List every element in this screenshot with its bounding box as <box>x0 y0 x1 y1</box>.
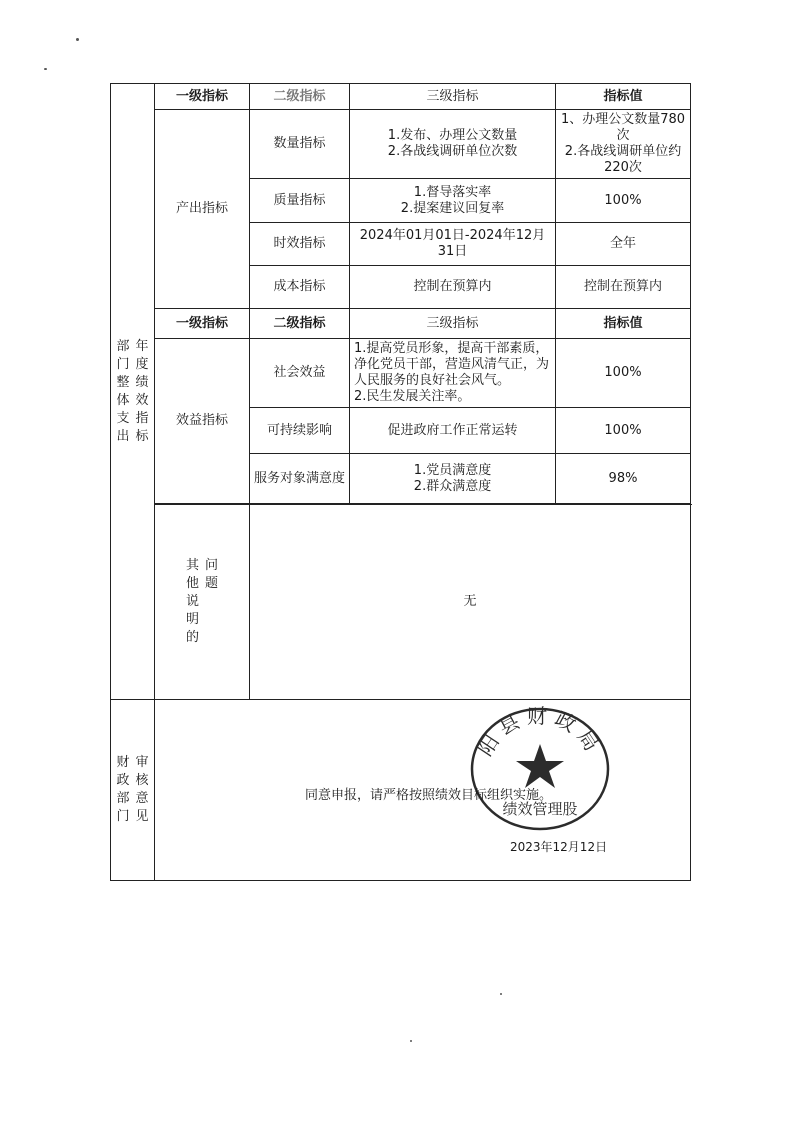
header-row <box>111 309 691 339</box>
value-cell: 100% <box>556 179 691 223</box>
header-value: 指标值 <box>556 84 691 110</box>
audit-inner-label: 审核意见 <box>135 755 149 824</box>
seal-top-text: 阳县财政局 <box>472 704 608 761</box>
benefit-indicator-label: 效益指标 <box>155 339 250 504</box>
level3-cell: 促进政府工作正常运转 <box>350 408 556 454</box>
seal-bottom-text: 绩效管理股 <box>502 800 578 818</box>
header-level1: 一级指标 <box>155 309 250 339</box>
scan-speck <box>44 68 47 70</box>
other-inner-label: 问题 <box>205 558 219 591</box>
table-row <box>111 339 691 408</box>
header-value: 指标值 <box>556 309 691 339</box>
official-seal <box>465 704 615 834</box>
header-row <box>111 84 691 110</box>
seal-star-icon <box>516 744 564 788</box>
audit-outer-label: 财政部门 <box>116 755 130 824</box>
section-annual-label <box>111 84 155 700</box>
header-level3: 三级指标 <box>350 309 556 339</box>
value-cell: 控制在预算内 <box>556 266 691 309</box>
audit-row <box>111 700 691 881</box>
level2-cell: 可持续影响 <box>250 408 350 454</box>
other-remarks-row <box>111 505 691 700</box>
scan-speck <box>76 38 79 41</box>
level2-cell: 成本指标 <box>250 266 350 309</box>
level3-cell: 1.督导落实率 2.提案建议回复率 <box>350 179 556 223</box>
other-remarks-label <box>155 505 250 700</box>
scan-speck <box>410 1040 412 1042</box>
value-cell: 100% <box>556 339 691 408</box>
level3-cell: 1.提高党员形象，提高干部素质，净化党员干部，营造风清气正，为人民服务的良好社会风气。 2.民生发展关注率。 <box>350 339 556 408</box>
level2-cell: 时效指标 <box>250 223 350 266</box>
header-level1: 一级指标 <box>155 84 250 110</box>
level3-cell: 1.发布、办理公文数量 2.各战线调研单位次数 <box>350 110 556 179</box>
output-indicator-label: 产出指标 <box>155 110 250 309</box>
level2-cell: 服务对象满意度 <box>250 454 350 504</box>
other-remarks-content: 无 <box>250 505 691 700</box>
level2-cell: 质量指标 <box>250 179 350 223</box>
performance-form-table <box>110 83 691 881</box>
value-cell: 98% <box>556 454 691 504</box>
value-cell: 全年 <box>556 223 691 266</box>
audit-label <box>111 700 155 881</box>
header-level2: 二级指标 <box>250 309 350 339</box>
value-cell: 100% <box>556 408 691 454</box>
audit-opinion: 同意申报，请严格按照绩效目标组织实施。 <box>305 788 553 803</box>
audit-date: 2023年12月12日 <box>510 840 608 854</box>
scan-speck <box>500 993 502 995</box>
audit-content <box>155 700 691 881</box>
table-row <box>111 110 691 179</box>
other-outer-label: 其他说明的 <box>186 558 200 645</box>
header-level2: 二级指标 <box>250 84 350 110</box>
level2-cell: 数量指标 <box>250 110 350 179</box>
header-level3: 三级指标 <box>350 84 556 110</box>
level3-cell: 1.党员满意度 2.群众满意度 <box>350 454 556 504</box>
value-cell: 1、办理公文数量780次 2.各战线调研单位约220次 <box>556 110 691 179</box>
level2-cell: 社会效益 <box>250 339 350 408</box>
section-outer-label: 部门整体支出 <box>116 338 130 444</box>
level3-cell: 2024年01月01日-2024年12月31日 <box>350 223 556 266</box>
section-inner-label: 年度绩效指标 <box>135 338 149 444</box>
level3-cell: 控制在预算内 <box>350 266 556 309</box>
